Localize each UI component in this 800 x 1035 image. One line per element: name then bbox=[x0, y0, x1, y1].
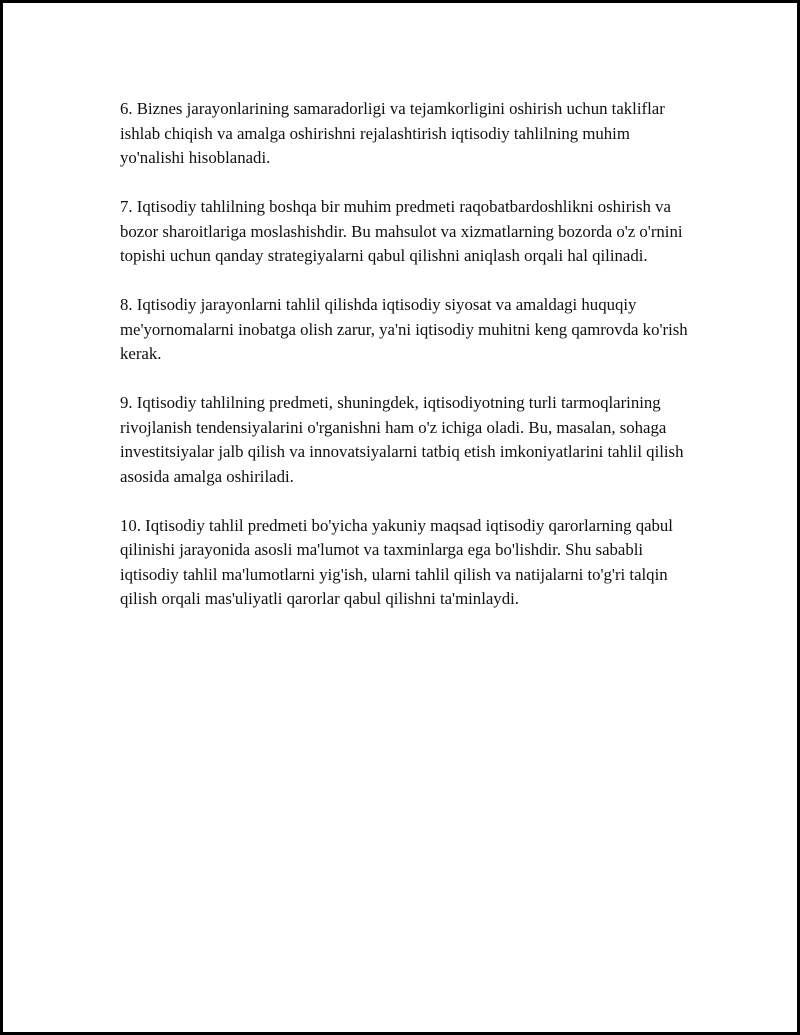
document-body bbox=[120, 97, 692, 636]
paragraph-7: 7. Iqtisodiy tahlilning boshqa bir muhim predmeti raqobatbardoshlikni oshirish va bozor sharoitlariga moslashishdir. Bu mahsulot va xizmatlarning bozorda o'z o'rnini topishi uchun qanday strategiyalarni qabul qilishni aniqlash orqali hal qilinadi. bbox=[120, 197, 683, 265]
paragraph-8: 8. Iqtisodiy jarayonlarni tahlil qilishda iqtisodiy siyosat va amaldagi huquqiy me'yornomalarni inobatga olish zarur, ya'ni iqtisodiy muhitni keng qamrovda ko'rish kerak. bbox=[120, 295, 688, 363]
paragraph-10: 10. Iqtisodiy tahlil predmeti bo'yicha yakuniy maqsad iqtisodiy qarorlarning qabul qilinishi jarayonida asosli ma'lumot va taxminlarga ega bo'lishdir. Shu sababli iqtisodiy tahlil ma'lumotlarni yig'ish, ularni tahlil qilish va natijalarni to'g'ri talqin qilish orqali mas'uliyatli qarorlar qabul qilishni ta'minlaydi. bbox=[120, 515, 673, 608]
paragraph-9: 9. Iqtisodiy tahlilning predmeti, shuningdek, iqtisodiyotning turli tarmoqlarining rivojlanish tendensiyalarini o'rganishni ham o'z ichiga oladi. Bu, masalan, sohaga investitsiyalar jalb qilish va innovatsiyalarni tatbiq etish imkoniyatlarini tahlil qilish asosida amalga oshiriladi. bbox=[120, 393, 684, 486]
paragraph-6: 6. Biznes jarayonlarining samaradorligi va tejamkorligini oshirish uchun takliflar ishlab chiqish va amalga oshirishni rejalashtirish iqtisodiy tahlilning muhim yo'nalishi hisoblanadi. bbox=[120, 99, 665, 167]
